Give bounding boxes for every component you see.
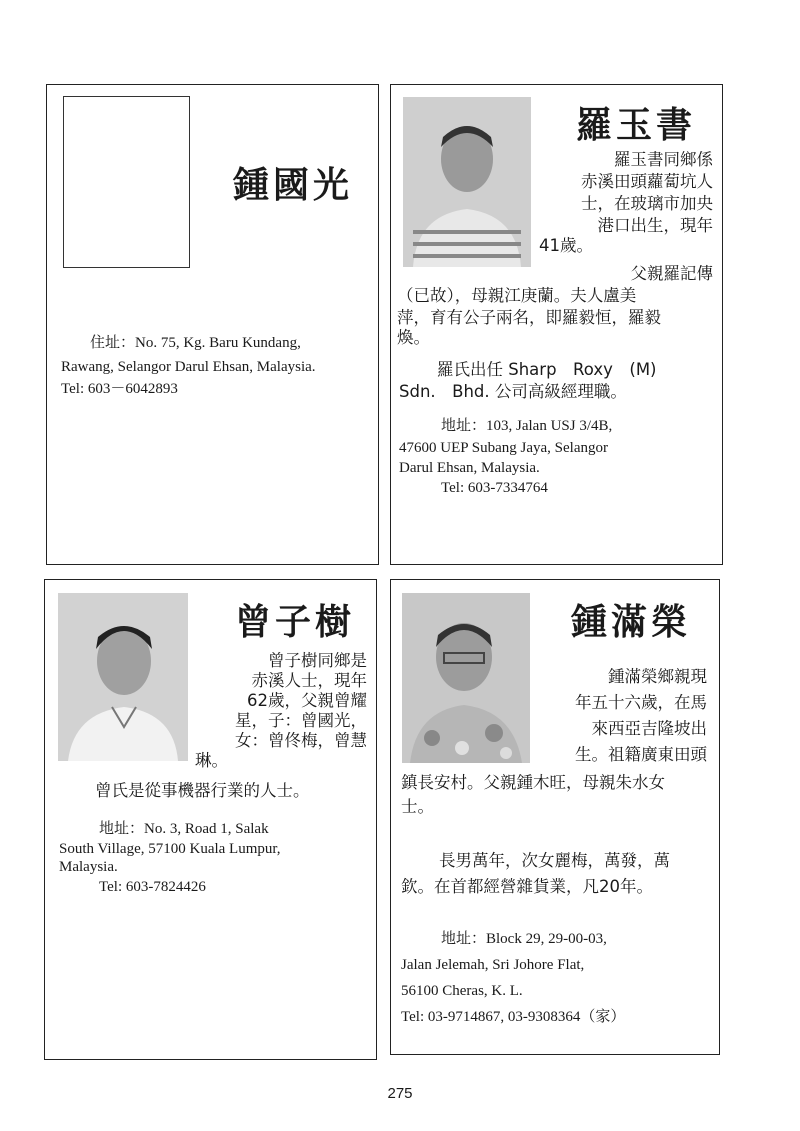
bio-line: 羅玉書同鄉係 [614,150,713,169]
job-line: 羅氏出任 Sharp Roxy (M) [437,360,657,379]
portrait-photo [403,97,531,267]
family-line: 長男萬年，次女麗梅，萬發，萬 [439,851,670,870]
tel-line: Tel: 603-7824426 [99,879,206,895]
bio-line: 港口出生，現年 [597,216,713,235]
portrait-icon [403,97,531,267]
person-name: 曾子樹 [235,601,356,643]
entry-card-3 [44,579,377,1060]
bio-line: 琳。 [195,751,228,770]
bio-line: 41歲。 [539,236,593,255]
job-line: 曾氏是從事機器行業的人士。 [95,781,310,800]
bio-line: 赤溪人士，現年 [251,671,367,690]
portrait-photo [58,593,188,761]
tel-line: Tel: 03-9714867, 03-9308364（家） [401,1009,626,1025]
page-number: 275 [387,1085,413,1102]
address-line: South Village, 57100 Kuala Lumpur, [59,841,281,857]
bio-line: 生。祖籍廣東田頭 [575,745,707,764]
portrait-photo [402,593,530,763]
portrait-icon [402,593,530,763]
entry-card-2 [390,84,723,565]
tel-line: Tel: 603-7334764 [441,480,548,496]
bio-line: 年五十六歲，在馬 [575,693,707,712]
portrait-icon [58,593,188,761]
address-line: Jalan Jelemah, Sri Johore Flat, [401,957,585,973]
family-line: 父親羅記傳 [630,264,713,283]
person-name: 鍾國光 [233,164,354,206]
person-name: 鍾滿榮 [571,601,692,643]
job-line: Sdn. Bhd. 公司高級經理職。 [399,382,627,401]
tel-line: Tel: 603－6042893 [61,381,178,397]
bio-line: 赤溪田頭蘿蔔坑人 [581,172,713,191]
family-line: 煥。 [397,328,430,347]
family-line: 萍，育有公子兩名，即羅毅恒，羅毅 [397,308,661,327]
bio-line: 鍾滿榮鄉親現 [608,667,707,686]
address-line: Malaysia. [59,859,118,875]
family-line: （已故），母親江庚蘭。夫人盧美 [397,286,637,305]
address-line: 地址：Block 29, 29-00-03, [441,931,607,947]
entry-card-4 [390,579,720,1055]
bio-line: 士，在玻璃市加央 [581,194,713,213]
address-line: 56100 Cheras, K. L. [401,983,523,999]
bio-line: 62歲，父親曾耀 [247,691,367,710]
bio-line: 曾子樹同鄉是 [268,651,367,670]
bio-line: 女：曾佟梅，曾慧 [235,731,367,750]
entry-card-1 [46,84,379,565]
address-line: 地址：103, Jalan USJ 3/4B, [441,418,613,434]
person-name: 羅玉書 [576,104,697,146]
bio-line: 鎮長安村。父親鍾木旺，母親朱水女 [401,773,665,792]
address-line: 47600 UEP Subang Jaya, Selangor [399,440,609,456]
address-line: Darul Ehsan, Malaysia. [399,460,540,476]
address-line: 住址：No. 75, Kg. Baru Kundang, [90,335,301,351]
family-line: 欽。在首都經營雜貨業，凡20年。 [401,877,653,896]
bio-line: 星，子：曾國光， [235,711,367,730]
address-line: Rawang, Selangor Darul Ehsan, Malaysia. [61,359,316,375]
address-line: 地址：No. 3, Road 1, Salak [99,821,269,837]
bio-line: 士。 [401,797,434,816]
empty-photo-frame [63,96,190,268]
bio-line: 來西亞吉隆坡出 [591,719,707,738]
